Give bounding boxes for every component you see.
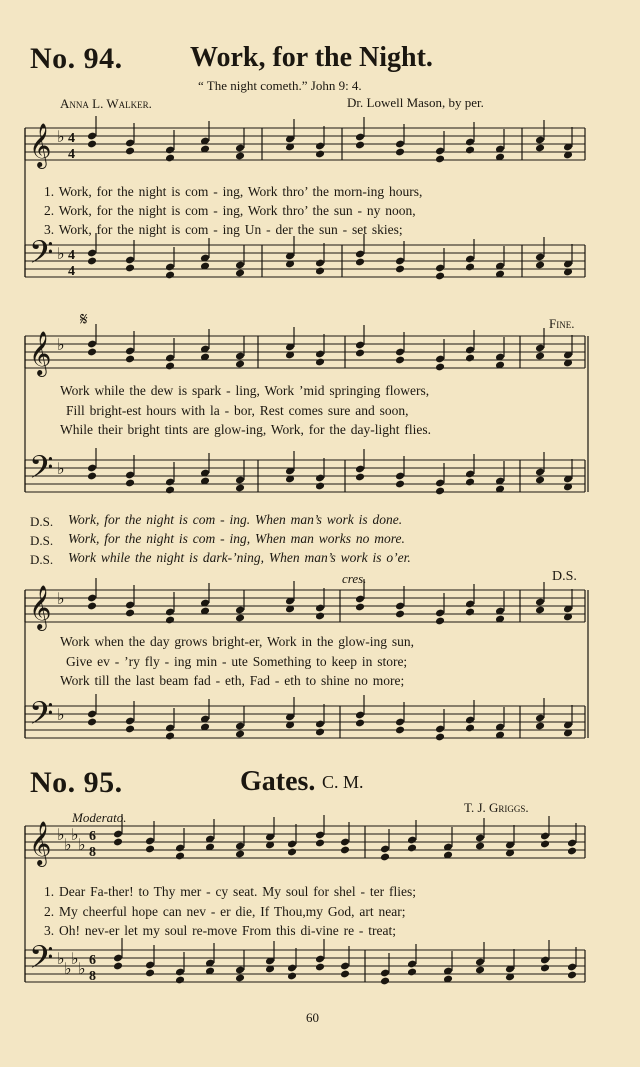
treble-clef: 𝄞 (29, 587, 52, 629)
note-head (235, 850, 245, 859)
page-number: 60 (306, 1010, 319, 1025)
note-head (315, 482, 325, 491)
flat-sign: ♭ (57, 246, 65, 263)
bass-clef: 𝄢 (29, 236, 54, 278)
note-head (340, 846, 350, 855)
note-head (407, 844, 417, 853)
treble-clef: 𝄞 (29, 125, 52, 167)
note-head (355, 603, 365, 612)
note-head (395, 356, 405, 365)
note-head (315, 150, 325, 159)
note-head (407, 968, 417, 977)
flat-sign: ♭ (71, 827, 79, 844)
hymn-95-meter: C. M. (322, 772, 364, 792)
note-head (435, 272, 445, 281)
note-head (535, 722, 545, 731)
note-head (87, 602, 97, 611)
note-head (465, 608, 475, 617)
flat-sign: ♭ (78, 961, 86, 978)
hymn-95-verse1: 1. Dear Fa-ther! to Thy mer - cy seat. My soul for shel - ter flies; (44, 884, 417, 899)
treble-clef: 𝄞 (29, 333, 52, 375)
note-head (395, 148, 405, 157)
note-head (567, 847, 577, 856)
note-head (315, 267, 325, 276)
flat-sign: ♭ (78, 837, 86, 854)
note-head (435, 617, 445, 626)
note-head (475, 966, 485, 975)
hymn-94-system3-verse2: Give ev - ’ry fly - ing min - ute Something to keep in store; (66, 654, 408, 669)
note-head (380, 853, 390, 862)
hymn-95-composer: T. J. Griggs. (464, 800, 529, 815)
hymn-94-system1-verse3: 3. Work, for the night is com - ing Un - der the sun - set skies; (44, 222, 403, 237)
hymn-94-system2-verse1: Work while the dew is spark - ling, Work ’mid springing flowers, (60, 383, 430, 398)
flat-sign: ♭ (64, 961, 72, 978)
note-head (165, 362, 175, 371)
note-head (380, 977, 390, 986)
note-head (315, 612, 325, 621)
note-head (315, 963, 325, 972)
note-head (125, 147, 135, 156)
note-head (235, 614, 245, 623)
note-head (540, 964, 550, 973)
time-signature-top: 6 (89, 829, 96, 844)
note-head (435, 363, 445, 372)
note-head (465, 146, 475, 155)
note-head (125, 264, 135, 273)
note-head (435, 733, 445, 742)
hymn-94-system1-verse1: 1. Work, for the night is com - ing, Work thro’ the morn-ing hours, (44, 184, 423, 199)
hymn-95-verse2: 2. My cheerful hope can nev - er die, If Thou,my God, art near; (44, 904, 406, 919)
note-head (145, 845, 155, 854)
note-head (355, 719, 365, 728)
note-head (535, 144, 545, 153)
note-head (395, 480, 405, 489)
note-head (395, 610, 405, 619)
bass-clef: 𝄢 (29, 941, 54, 983)
treble-clef: 𝄞 (29, 823, 52, 865)
flat-sign: ♭ (64, 837, 72, 854)
hymn-94-author: Anna L. Walker. (60, 96, 152, 111)
note-head (535, 261, 545, 270)
time-signature-bottom: 4 (68, 264, 75, 279)
flat-sign: ♭ (57, 591, 65, 608)
ds-line-3: Work while the night is dark-’ning, When man’s work is o’er. (68, 550, 411, 565)
flat-sign: ♭ (57, 129, 65, 146)
hymn-95-tempo: Moderato. (72, 810, 127, 825)
note-head (235, 484, 245, 493)
hymn-94-number: No. 94. (30, 42, 123, 75)
note-head (87, 718, 97, 727)
ds-mark-3: D.S. (30, 552, 54, 567)
hymn-94-composer: Dr. Lowell Mason, by per. (347, 95, 484, 110)
hymn-94-system2-verse3: While their bright tints are glow-ing, Work, for the day-light flies. (60, 422, 431, 437)
note-head (567, 971, 577, 980)
note-head (355, 473, 365, 482)
note-head (125, 479, 135, 488)
hymn-95-number: No. 95. (30, 766, 123, 799)
hymn-94-system3-verse3: Work till the last beam fad - eth, Fad - eth to shine no more; (60, 673, 405, 688)
note-head (287, 972, 297, 981)
note-head (87, 140, 97, 149)
time-signature-top: 6 (89, 953, 96, 968)
flat-sign: ♭ (57, 337, 65, 354)
hymn-94-title: Work, for the Night. (190, 42, 433, 73)
note-head (355, 258, 365, 267)
note-head (87, 257, 97, 266)
note-head (125, 609, 135, 618)
note-head (235, 730, 245, 739)
note-head (235, 152, 245, 161)
note-head (315, 728, 325, 737)
bass-clef: 𝄢 (29, 451, 54, 493)
note-head (355, 141, 365, 150)
ds-line-2: Work, for the night is com - ing, When man works no more. (68, 531, 405, 546)
note-head (465, 478, 475, 487)
note-head (235, 269, 245, 278)
note-head (125, 725, 135, 734)
time-signature-bottom: 4 (68, 147, 75, 162)
note-head (287, 848, 297, 857)
note-head (235, 360, 245, 369)
flat-sign: ♭ (57, 707, 65, 724)
hymn-94-scripture: “ The night cometh.” John 9: 4. (198, 78, 362, 93)
note-head (465, 263, 475, 272)
note-head (315, 839, 325, 848)
note-head (175, 976, 185, 985)
note-head (395, 265, 405, 274)
note-head (165, 616, 175, 625)
note-head (113, 962, 123, 971)
cres-marking: cres. (342, 571, 367, 586)
note-head (475, 842, 485, 851)
note-head (435, 487, 445, 496)
note-head (355, 349, 365, 358)
hymn-94-system3-verse1: Work when the day grows bright-er, Work in the glow-ing sun, (60, 634, 414, 649)
note-head (165, 732, 175, 741)
note-head (87, 472, 97, 481)
note-head (165, 154, 175, 163)
note-head (535, 476, 545, 485)
note-head (435, 155, 445, 164)
ds-mark-1: D.S. (30, 514, 54, 529)
flat-sign: ♭ (57, 951, 65, 968)
time-signature-bottom: 8 (89, 845, 96, 860)
ds-marking: D.S. (552, 569, 577, 584)
fine-marking: Fine. (549, 316, 575, 331)
hymn-95-title: Gates. (240, 766, 316, 797)
note-head (113, 838, 123, 847)
note-head (535, 606, 545, 615)
note-head (165, 486, 175, 495)
note-head (315, 358, 325, 367)
note-head (235, 974, 245, 983)
note-head (535, 352, 545, 361)
flat-sign: ♭ (57, 827, 65, 844)
note-head (395, 726, 405, 735)
hymn-94-system2-verse2: Fill bright-est hours with la - bor, Rest comes sure and soon, (66, 403, 409, 418)
note-head (125, 355, 135, 364)
note-head (465, 354, 475, 363)
ds-line-1: Work, for the night is com - ing. When man’s work is done. (68, 512, 403, 527)
time-signature-bottom: 8 (89, 969, 96, 984)
flat-sign: ♭ (71, 951, 79, 968)
hymn-94-system1-verse2: 2. Work, for the night is com - ing, Work thro’ the sun - ny noon, (44, 203, 416, 218)
time-signature-top: 4 (68, 131, 75, 146)
hymn-95-verse3: 3. Oh! nev-er let my soul re-move From this di-vine re - treat; (44, 923, 397, 938)
bass-clef: 𝄢 (29, 697, 54, 739)
time-signature-top: 4 (68, 248, 75, 263)
note-head (87, 348, 97, 357)
note-head (145, 969, 155, 978)
note-head (465, 724, 475, 733)
note-head (340, 970, 350, 979)
segno-sign: 𝄋 (80, 309, 88, 329)
note-head (175, 852, 185, 861)
note-head (165, 271, 175, 280)
note-head (540, 840, 550, 849)
flat-sign: ♭ (57, 461, 65, 478)
ds-mark-2: D.S. (30, 533, 54, 548)
